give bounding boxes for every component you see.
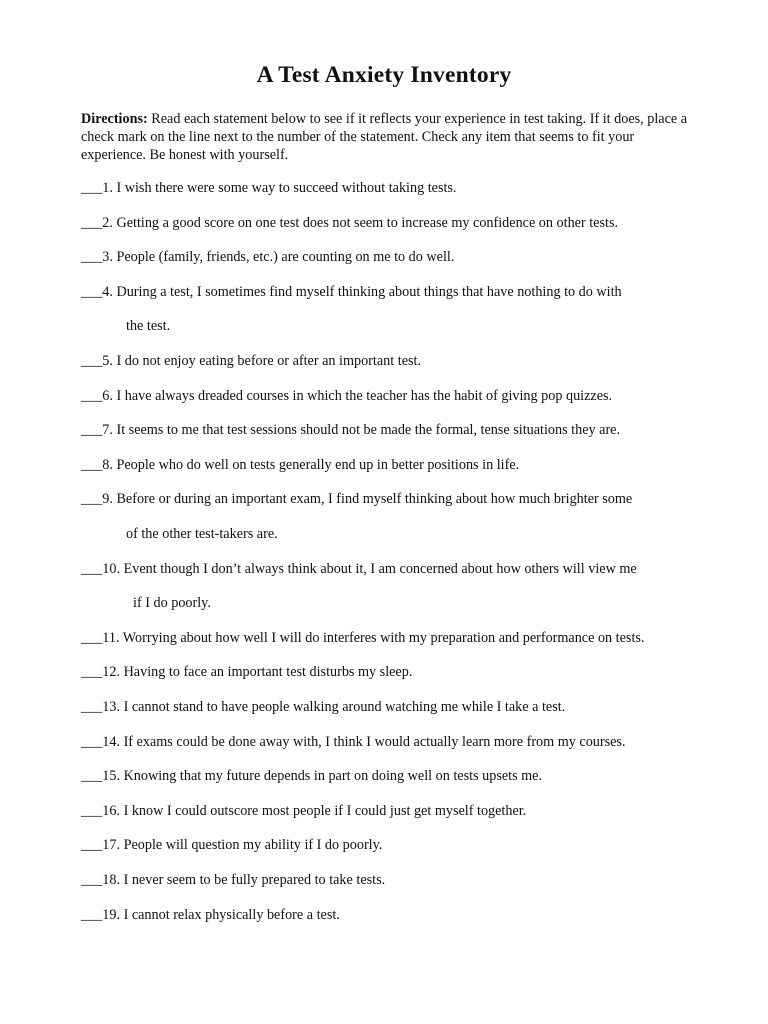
document-title: A Test Anxiety Inventory [256, 62, 512, 88]
inventory-item [81, 871, 385, 889]
item-text: 5. I do not enjoy eating before or after an important test. [102, 353, 422, 369]
check-blank: ___ [81, 387, 103, 404]
check-blank: ___ [81, 699, 103, 715]
item-text: 18. I never seem to be fully prepared to take tests. [102, 872, 386, 888]
directions-text: Read each statement below to see if it reflects your experience in test taking. If it does, place a check mark on the line next to the number of the statement. Check any item that seems to fit your experience. Be honest with yourself. [81, 111, 688, 163]
item-continuation: the test. [126, 318, 171, 335]
inventory-item [81, 421, 620, 439]
item-text: 1. I wish there were some way to succeed without taking tests. [102, 180, 457, 196]
directions-label: Directions: [81, 111, 148, 127]
item-text: 10. Event though I don’t always think about it, I am concerned about how others will view me [102, 560, 637, 577]
item-text: 12. Having to face an important test disturbs my sleep. [102, 664, 413, 681]
inventory-item [81, 352, 421, 370]
inventory-item [81, 283, 622, 301]
inventory-item [81, 629, 644, 647]
inventory-item [81, 214, 618, 232]
check-blank: ___ [81, 802, 103, 819]
inventory-item [81, 767, 542, 785]
inventory-item [81, 560, 637, 578]
item-text: 11. Worrying about how well I will do interferes with my preparation and performance on tests. [102, 629, 645, 646]
check-blank: ___ [81, 906, 103, 923]
check-blank: ___ [81, 629, 103, 646]
inventory-item [81, 663, 412, 681]
item-text: 3. People (family, friends, etc.) are counting on me to do well. [102, 249, 455, 266]
item-text: 15. Knowing that my future depends in part on doing well on tests upsets me. [102, 768, 543, 785]
inventory-item [81, 906, 340, 924]
item-text: 4. During a test, I sometimes find myself thinking about things that have nothing to do with [102, 283, 622, 300]
item-text: 8. People who do well on tests generally end up in better positions in life. [102, 456, 520, 473]
check-blank: ___ [81, 180, 103, 196]
check-blank: ___ [81, 422, 103, 439]
inventory-item [81, 836, 382, 854]
item-text: 19. I cannot relax physically before a test. [102, 906, 340, 923]
item-continuation: of the other test-takers are. [126, 526, 278, 542]
inventory-item [81, 802, 526, 820]
check-blank: ___ [81, 283, 103, 300]
check-blank: ___ [81, 491, 103, 508]
check-blank: ___ [81, 249, 103, 266]
item-text: 9. Before or during an important exam, I find myself thinking about how much brighter some [102, 491, 633, 508]
check-blank: ___ [81, 872, 103, 888]
inventory-item [81, 698, 565, 716]
check-blank: ___ [81, 733, 103, 750]
check-blank: ___ [81, 768, 103, 785]
item-text: 6. I have always dreaded courses in which the teacher has the habit of giving pop quizzes. [102, 387, 613, 404]
check-blank: ___ [81, 214, 103, 231]
inventory-item [81, 490, 632, 508]
inventory-item [81, 733, 626, 751]
check-blank: ___ [81, 456, 103, 473]
item-text: 2. Getting a good score on one test does not seem to increase my confidence on other tests. [102, 214, 619, 231]
inventory-item [81, 387, 612, 405]
item-text: 14. If exams could be done away with, I think I would actually learn more from my courses. [102, 733, 626, 750]
item-text: 7. It seems to me that test sessions should not be made the formal, tense situations they are. [102, 422, 621, 439]
item-text: 16. I know I could outscore most people if I could just get myself together. [102, 802, 527, 819]
check-blank: ___ [81, 664, 103, 681]
inventory-item [81, 179, 456, 197]
item-text: 17. People will question my ability if I do poorly. [102, 837, 383, 854]
check-blank: ___ [81, 353, 103, 369]
inventory-item [81, 456, 519, 474]
check-blank: ___ [81, 837, 103, 854]
item-continuation: if I do poorly. [133, 595, 211, 612]
inventory-item [81, 248, 454, 266]
directions-paragraph [81, 110, 693, 164]
check-blank: ___ [81, 560, 103, 577]
item-text: 13. I cannot stand to have people walking around watching me while I take a test. [102, 699, 566, 715]
